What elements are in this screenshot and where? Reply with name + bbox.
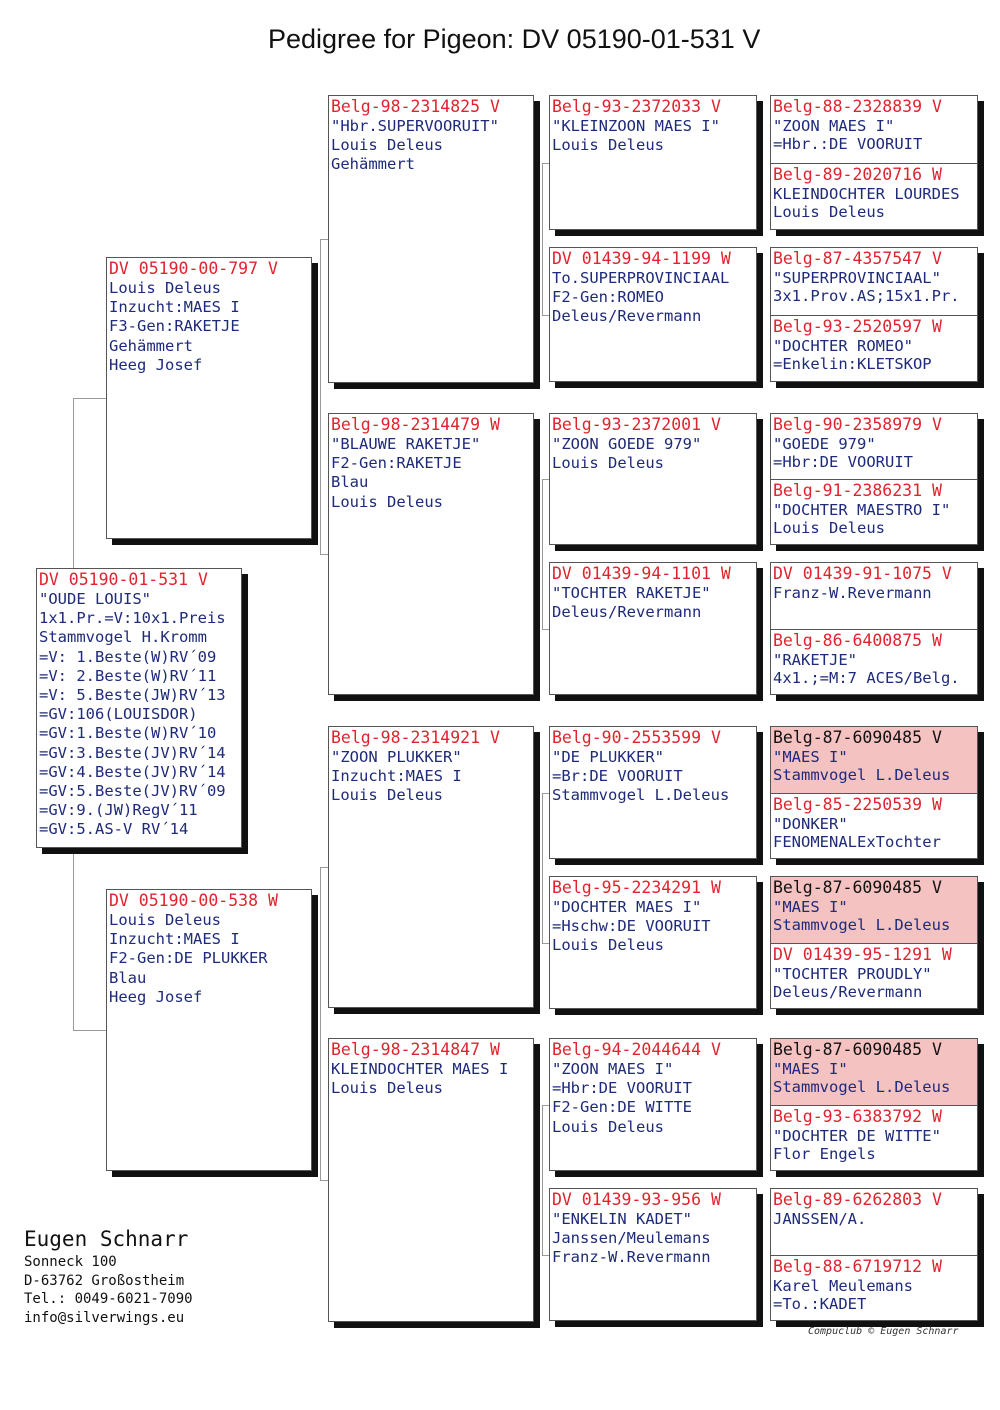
pigeon-info-line: F2-Gen:DE PLUKKER bbox=[109, 949, 268, 968]
pigeon-info-line: "ENKELIN KADET" bbox=[552, 1210, 692, 1228]
pigeon-info-line: Stammvogel L.Deleus bbox=[773, 915, 951, 934]
pigeon-info-line: Heeg Josef bbox=[109, 987, 203, 1006]
pigeon-card-gen5 bbox=[771, 414, 977, 479]
breeder-phone: Tel.: 0049-6021-7090 bbox=[24, 1291, 193, 1307]
pigeon-info-line: Louis Deleus bbox=[331, 492, 443, 511]
pigeon-info-line: To.SUPERPROVINCIAAL bbox=[552, 269, 730, 287]
pigeon-card-gen5 bbox=[771, 163, 977, 230]
ring-number: DV 01439-95-1291 W bbox=[773, 945, 952, 964]
pigeon-info-line: Louis Deleus bbox=[552, 454, 664, 473]
pigeon-info-line: Louis Deleus bbox=[109, 279, 221, 297]
ring-number: Belg-98-2314921 V bbox=[331, 728, 500, 747]
pigeon-info-line: Gehämmert bbox=[331, 155, 415, 174]
pigeon-card-gen3 bbox=[328, 413, 534, 695]
pigeon-info-line: Stammvogel H.Kromm bbox=[39, 628, 207, 647]
pigeon-info-line: =GV:1.Beste(W)RV´10 bbox=[39, 724, 217, 743]
pigeon-info-line: Janssen/Meulemans bbox=[552, 1229, 711, 1248]
pigeon-card-subject bbox=[36, 568, 242, 848]
pigeon-card-gen5 bbox=[771, 479, 977, 545]
pigeon-card-sire bbox=[106, 257, 312, 539]
ring-number: Belg-86-6400875 W bbox=[773, 631, 942, 650]
pigeon-info-line: Stammvogel L.Deleus bbox=[773, 765, 951, 784]
pigeon-card-gen3 bbox=[328, 95, 534, 383]
pigeon-card-gen4 bbox=[549, 1038, 757, 1171]
pigeon-info-line: "DONKER" bbox=[773, 815, 848, 833]
pigeon-card-pair-gen5 bbox=[770, 413, 978, 545]
pigeon-info-line: =GV:3.Beste(JV)RV´14 bbox=[39, 743, 226, 762]
ring-number: Belg-88-6719712 W bbox=[773, 1257, 942, 1276]
pigeon-info-line: Inzucht:MAES I bbox=[331, 767, 462, 786]
ring-number: Belg-95-2234291 W bbox=[552, 878, 721, 897]
pigeon-info-line: FENOMENALExTochter bbox=[773, 832, 941, 851]
ring-number: Belg-87-6090485 V bbox=[773, 878, 942, 897]
pigeon-card-gen4 bbox=[549, 562, 757, 695]
ring-number: Belg-87-6090485 V bbox=[773, 1040, 942, 1059]
pigeon-info-line: 1x1.Pr.=V:10x1.Preis bbox=[39, 609, 226, 628]
ring-number: Belg-98-2314847 W bbox=[331, 1040, 500, 1059]
pigeon-info-line: =V: 5.Beste(JW)RV´13 bbox=[39, 686, 226, 705]
pigeon-info-line: "ZOON PLUKKER" bbox=[331, 748, 462, 766]
pigeon-card-pair-gen5 bbox=[770, 247, 978, 382]
pigeon-info-line: Blau bbox=[331, 473, 369, 492]
ring-number: Belg-98-2314825 V bbox=[331, 97, 500, 116]
pigeon-card-gen4 bbox=[549, 413, 757, 545]
pigeon-card-gen3 bbox=[328, 726, 534, 1008]
pigeon-info-line: "DOCHTER DE WITTE" bbox=[773, 1127, 941, 1145]
pigeon-info-line: "ZOON GOEDE 979" bbox=[552, 435, 702, 453]
pigeon-info-line: Heeg Josef bbox=[109, 355, 203, 374]
pigeon-info-line: "TOCHTER RAKETJE" bbox=[552, 584, 711, 602]
pigeon-info-line: =GV:106(LOUISDOR) bbox=[39, 705, 198, 724]
pigeon-card-dam bbox=[106, 889, 312, 1171]
pigeon-info-line: Franz-W.Revermann bbox=[552, 1248, 711, 1267]
ring-number: Belg-91-2386231 W bbox=[773, 481, 942, 500]
pigeon-info-line: Louis Deleus bbox=[773, 202, 885, 221]
pigeon-info-line: Deleus/Revermann bbox=[773, 982, 923, 1001]
pigeon-info-line: "MAES I" bbox=[773, 748, 848, 766]
ring-number: Belg-85-2250539 W bbox=[773, 795, 942, 814]
ring-number: DV 01439-94-1199 W bbox=[552, 249, 731, 268]
ring-number: Belg-90-2358979 V bbox=[773, 415, 942, 434]
pigeon-info-line: =Hschw:DE VOORUIT bbox=[552, 917, 711, 936]
pigeon-info-line: Louis Deleus bbox=[552, 936, 664, 955]
pigeon-info-line: Louis Deleus bbox=[109, 911, 221, 929]
pigeon-info-line: "DOCHTER ROMEO" bbox=[773, 337, 913, 355]
pigeon-info-line: Louis Deleus bbox=[552, 1117, 664, 1136]
breeder-city: D-63762 Großostheim bbox=[24, 1272, 185, 1289]
pigeon-info-line: "DOCHTER MAESTRO I" bbox=[773, 501, 951, 519]
ring-number: DV 05190-00-538 W bbox=[109, 891, 278, 910]
pigeon-info-line: F3-Gen:RAKETJE bbox=[109, 317, 240, 336]
pigeon-card-gen5 bbox=[771, 727, 977, 793]
pigeon-info-line: Louis Deleus bbox=[331, 1079, 443, 1098]
ring-number: Belg-93-2520597 W bbox=[773, 317, 942, 336]
pigeon-info-line: Deleus/Revermann bbox=[552, 603, 702, 622]
pigeon-card-gen4 bbox=[549, 726, 757, 859]
pigeon-info-line: Stammvogel L.Deleus bbox=[552, 786, 730, 805]
pigeon-card-gen5 bbox=[771, 629, 977, 695]
pigeon-card-gen5 bbox=[771, 943, 977, 1009]
pigeon-card-gen4 bbox=[549, 95, 757, 230]
pigeon-card-gen4 bbox=[549, 876, 757, 1009]
pigeon-info-line: =GV:5.Beste(JV)RV´09 bbox=[39, 782, 226, 801]
ring-number: DV 05190-00-797 V bbox=[109, 259, 278, 278]
ring-number: Belg-93-6383792 W bbox=[773, 1107, 942, 1126]
ring-number: Belg-93-2372001 V bbox=[552, 415, 721, 434]
ring-number: Belg-89-6262803 V bbox=[773, 1190, 942, 1209]
pigeon-info-line: =Hbr:DE VOORUIT bbox=[552, 1079, 692, 1098]
pigeon-info-line: =GV:9.(JW)RegV´11 bbox=[39, 801, 198, 820]
pigeon-info-line: Franz-W.Revermann bbox=[773, 584, 932, 602]
pigeon-card-pair-gen5 bbox=[770, 562, 978, 695]
pigeon-card-gen5 bbox=[771, 877, 977, 943]
pigeon-card-pair-gen5 bbox=[770, 876, 978, 1009]
pigeon-info-line: Karel Meulemans bbox=[773, 1277, 913, 1295]
pigeon-info-line: F2-Gen:ROMEO bbox=[552, 288, 664, 307]
pigeon-info-line: F2-Gen:RAKETJE bbox=[331, 454, 462, 473]
pigeon-info-line: =Hbr.:DE VOORUIT bbox=[773, 134, 923, 153]
pigeon-card-pair-gen5 bbox=[770, 726, 978, 859]
pigeon-info-line: "DOCHTER MAES I" bbox=[552, 898, 702, 916]
breeder-address bbox=[24, 1225, 193, 1327]
pigeon-info-line: "TOCHTER PROUDLY" bbox=[773, 965, 932, 983]
ring-number: Belg-87-4357547 V bbox=[773, 249, 942, 268]
pigeon-info-line: "DE PLUKKER" bbox=[552, 748, 664, 766]
footer-credit: Compuclub © Eugen Schnarr bbox=[808, 1326, 959, 1337]
pigeon-info-line: "SUPERPROVINCIAAL" bbox=[773, 269, 941, 287]
pigeon-card-gen4 bbox=[549, 247, 757, 382]
ring-number: DV 01439-94-1101 W bbox=[552, 564, 731, 583]
pigeon-card-gen5 bbox=[771, 1039, 977, 1105]
breeder-email: info@silverwings.eu bbox=[24, 1309, 185, 1326]
pigeon-card-pair-gen5 bbox=[770, 1038, 978, 1171]
pigeon-info-line: "BLAUWE RAKETJE" bbox=[331, 435, 481, 453]
pigeon-info-line: JANSSEN/A. bbox=[773, 1210, 867, 1228]
pigeon-info-line: "KLEINZOON MAES I" bbox=[552, 117, 720, 135]
pigeon-info-line: =V: 2.Beste(W)RV´11 bbox=[39, 666, 217, 685]
pigeon-card-gen5 bbox=[771, 1105, 977, 1171]
pigeon-info-line: "MAES I" bbox=[773, 898, 848, 916]
pigeon-info-line: Stammvogel L.Deleus bbox=[773, 1077, 951, 1096]
pigeon-card-gen5 bbox=[771, 315, 977, 382]
pigeon-info-line: =Br:DE VOORUIT bbox=[552, 767, 683, 786]
pigeon-info-line: Louis Deleus bbox=[773, 518, 885, 537]
pigeon-info-line: =Hbr:DE VOORUIT bbox=[773, 452, 913, 471]
pigeon-info-line: "RAKETJE" bbox=[773, 651, 857, 669]
ring-number: DV 01439-91-1075 V bbox=[773, 564, 952, 583]
pigeon-card-gen5 bbox=[771, 793, 977, 859]
pigeon-info-line: Deleus/Revermann bbox=[552, 307, 702, 326]
pigeon-info-line: Louis Deleus bbox=[552, 136, 664, 155]
pigeon-card-gen3 bbox=[328, 1038, 534, 1322]
ring-number: Belg-87-6090485 V bbox=[773, 728, 942, 747]
pigeon-info-line: =V: 1.Beste(W)RV´09 bbox=[39, 647, 217, 666]
pigeon-info-line: "Hbr.SUPERVOORUIT" bbox=[331, 117, 499, 135]
breeder-name: Eugen Schnarr bbox=[24, 1227, 189, 1251]
pigeon-info-line: =Enkelin:KLETSKOP bbox=[773, 354, 932, 373]
ring-number: Belg-88-2328839 V bbox=[773, 97, 942, 116]
pigeon-info-line: KLEINDOCHTER LOURDES bbox=[773, 185, 960, 203]
pigeon-card-gen5 bbox=[771, 1189, 977, 1255]
ring-number: DV 01439-93-956 W bbox=[552, 1190, 721, 1209]
pigeon-info-line: Gehämmert bbox=[109, 336, 193, 355]
ring-number: Belg-93-2372033 V bbox=[552, 97, 721, 116]
pigeon-info-line: F2-Gen:DE WITTE bbox=[552, 1098, 692, 1117]
ring-number: Belg-94-2044644 V bbox=[552, 1040, 721, 1059]
pigeon-info-line: Louis Deleus bbox=[331, 136, 443, 155]
breeder-street: Sonneck 100 bbox=[24, 1254, 117, 1270]
pigeon-card-pair-gen5 bbox=[770, 1188, 978, 1321]
pigeon-details bbox=[37, 590, 241, 840]
pigeon-info-line: Flor Engels bbox=[773, 1144, 876, 1163]
ring-number: DV 05190-01-531 V bbox=[39, 570, 208, 589]
pigeon-info-line: =GV:4.Beste(JV)RV´14 bbox=[39, 762, 226, 781]
pigeon-info-line: =To.:KADET bbox=[773, 1294, 867, 1313]
pigeon-info-line: Louis Deleus bbox=[331, 786, 443, 805]
pigeon-info-line: 3x1.Prov.AS;15x1.Pr. bbox=[773, 286, 960, 305]
pigeon-card-gen5 bbox=[771, 96, 977, 163]
pigeon-info-line: Blau bbox=[109, 968, 147, 987]
pigeon-info-line: "ZOON MAES I" bbox=[773, 117, 895, 135]
pigeon-card-gen4 bbox=[549, 1188, 757, 1321]
pigeon-info-line: =GV:5.AS-V RV´14 bbox=[39, 820, 189, 839]
pigeon-card-gen5 bbox=[771, 248, 977, 315]
pigeon-info-line: KLEINDOCHTER MAES I bbox=[331, 1060, 509, 1078]
pigeon-info-line: Inzucht:MAES I bbox=[109, 930, 240, 949]
pigeon-info-line: "MAES I" bbox=[773, 1060, 848, 1078]
ring-number: Belg-90-2553599 V bbox=[552, 728, 721, 747]
pigeon-card-gen5 bbox=[771, 563, 977, 629]
pigeon-card-pair-gen5 bbox=[770, 95, 978, 230]
pigeon-info-line: Inzucht:MAES I bbox=[109, 298, 240, 317]
ring-number: Belg-98-2314479 W bbox=[331, 415, 500, 434]
page-title: Pedigree for Pigeon: DV 05190-01-531 V bbox=[268, 24, 761, 54]
pigeon-card-gen5 bbox=[771, 1255, 977, 1321]
pigeon-info-line: "ZOON MAES I" bbox=[552, 1060, 674, 1078]
pigeon-info-line: "OUDE LOUIS" bbox=[39, 590, 151, 608]
pigeon-info-line: 4x1.;=M:7 ACES/Belg. bbox=[773, 668, 960, 687]
pigeon-info-line: "GOEDE 979" bbox=[773, 435, 876, 453]
ring-number: Belg-89-2020716 W bbox=[773, 165, 942, 184]
